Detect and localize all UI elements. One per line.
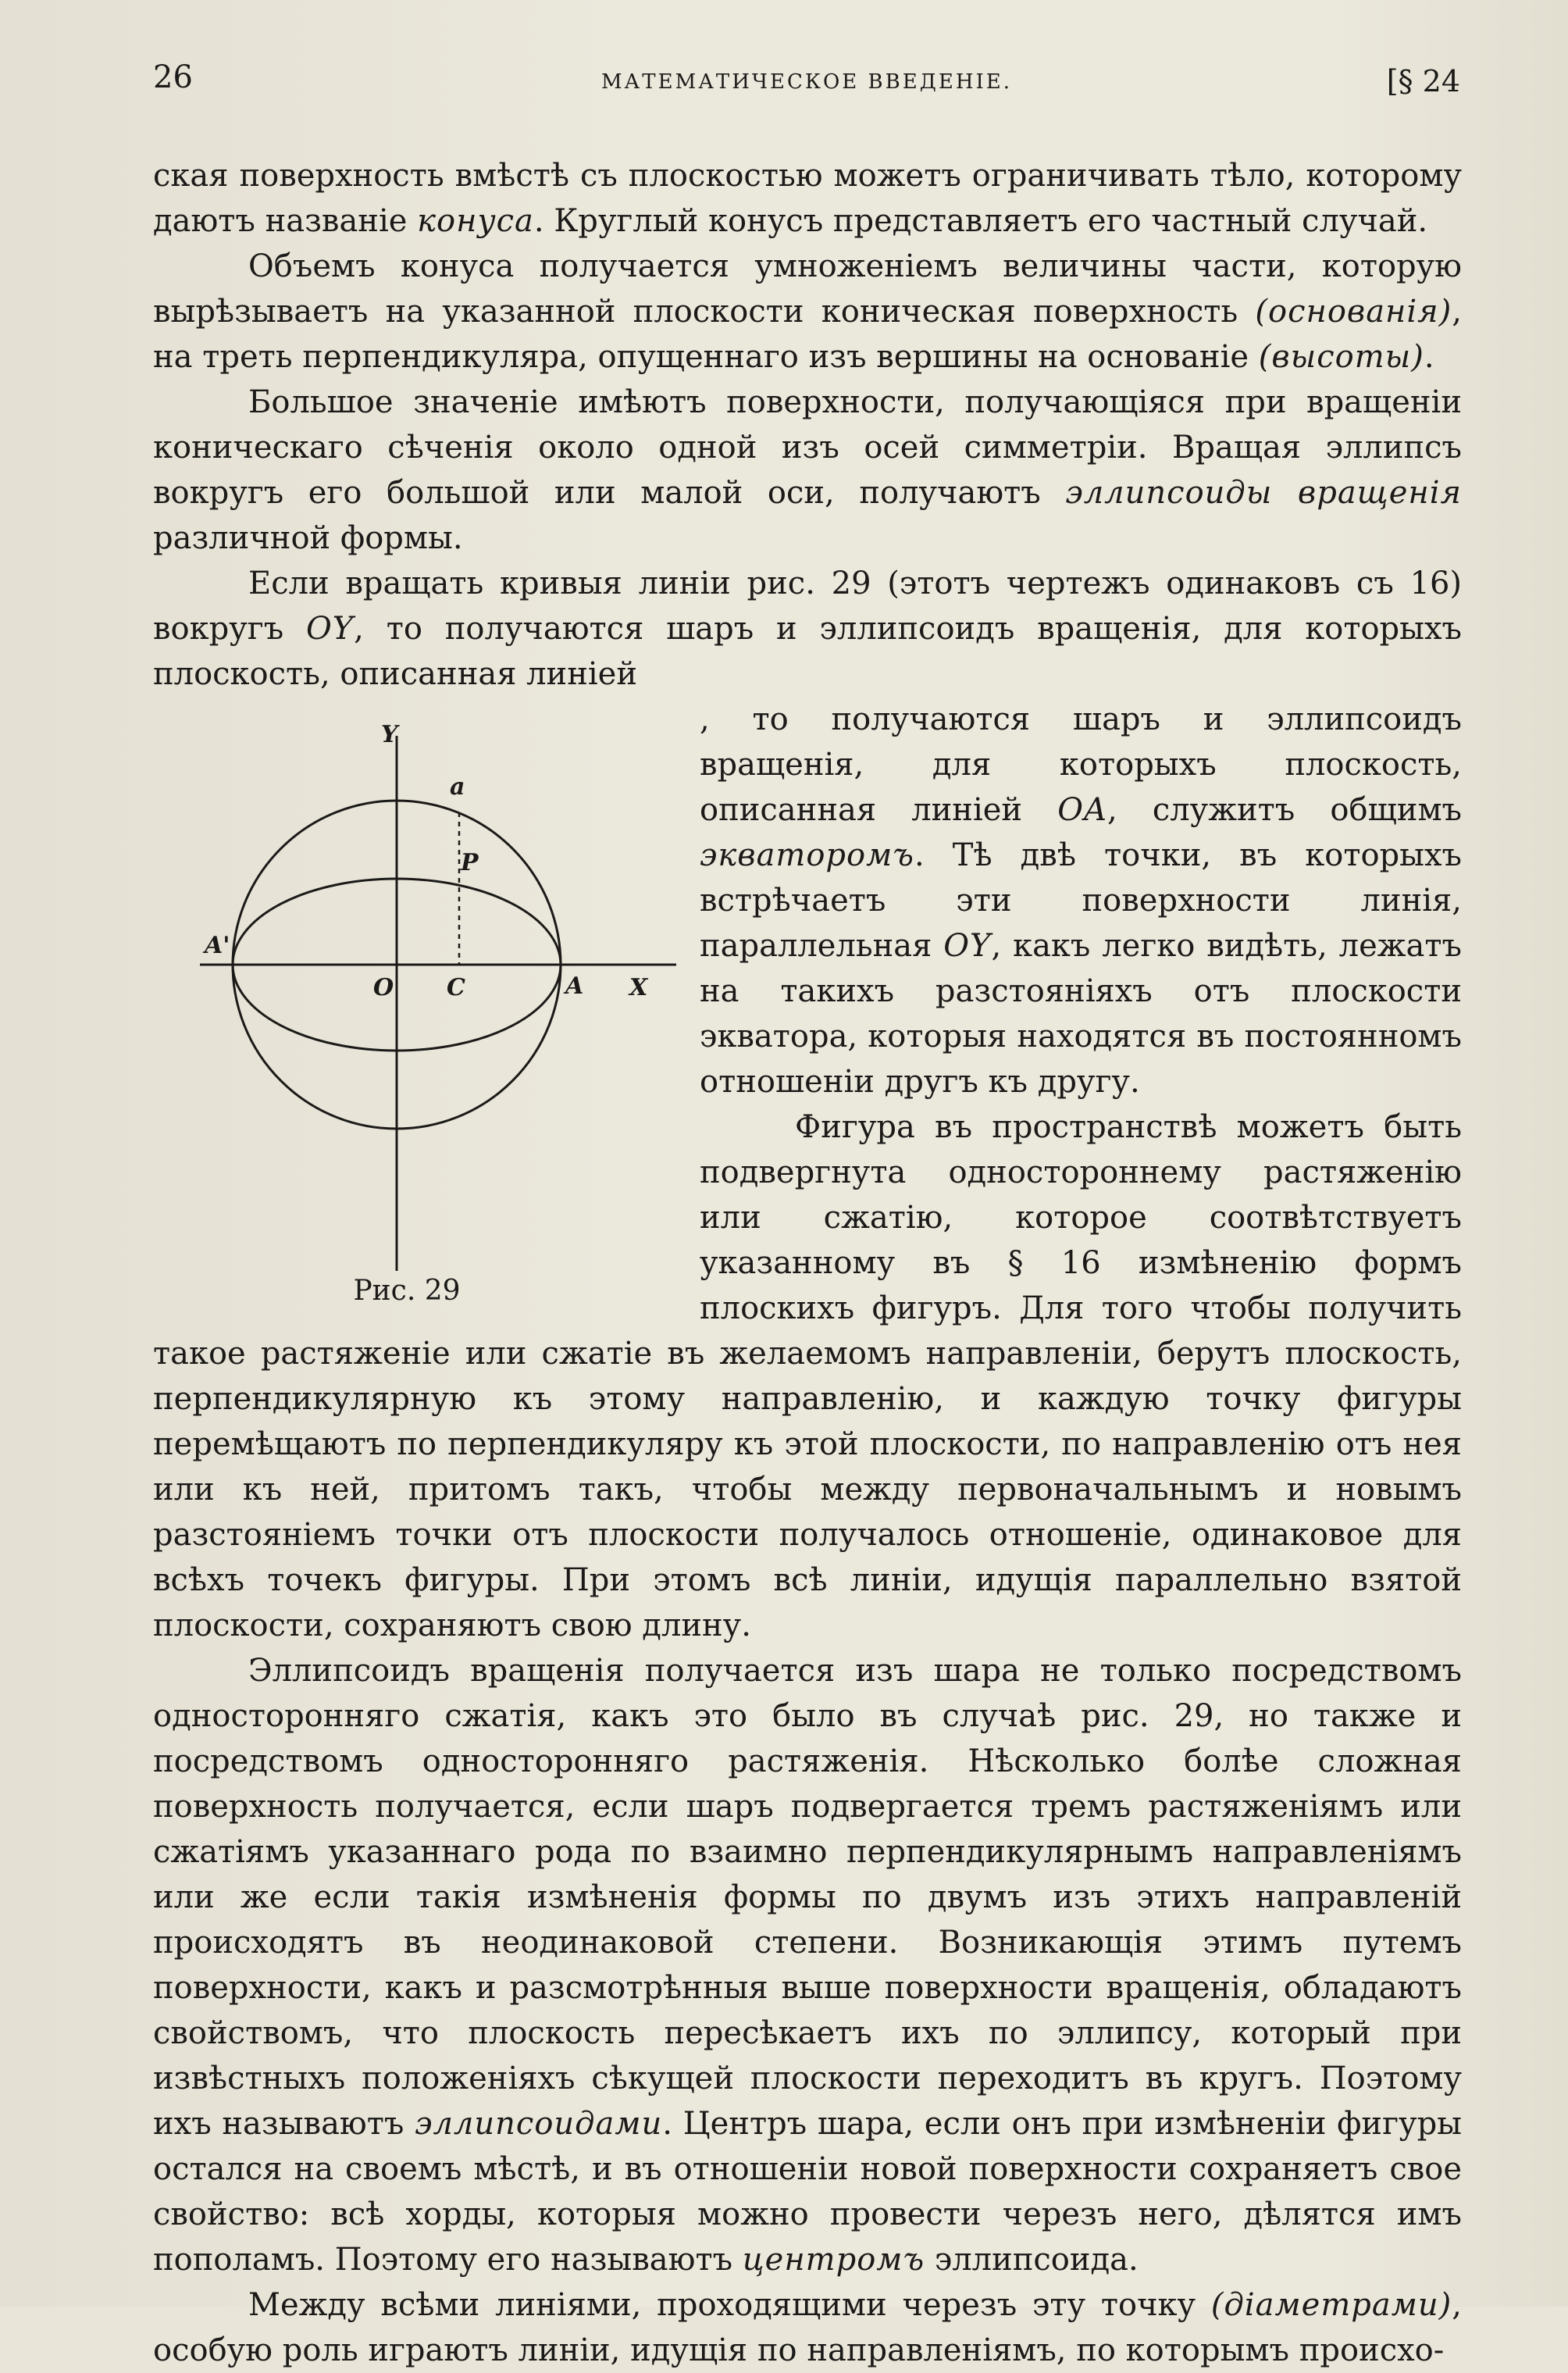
text-span: .	[1424, 339, 1434, 375]
math-symbol: OY	[943, 928, 992, 964]
math-symbol: OY	[305, 611, 355, 647]
paragraph-6	[153, 1648, 1462, 2282]
label-a-small: a	[450, 773, 465, 801]
paragraph-2	[153, 244, 1462, 380]
text-span: . Тѣ двѣ точки, въ которыхъ встрѣчаетъ эти поверхности линія, параллельная	[700, 837, 1462, 964]
text-span: различной формы.	[153, 520, 463, 556]
label-x: X	[629, 974, 648, 1001]
label-o: O	[373, 974, 394, 1001]
text-span: , на треть перпендикуляра, опущеннаго изъ вершины на основаніе	[153, 294, 1462, 375]
text-span: ская поверхность вмѣстѣ съ плоскостью можетъ ограничивать тѣло, которому даютъ названіе	[153, 158, 1462, 239]
paragraph-5: Фигура въ пространствѣ можетъ быть подвергнута одностороннему растяженію или сжатію, которое соотвѣтствуетъ указанному въ § 16 измѣненію формъ плоскихъ фигуръ. Для того чтобы получить такое растяженіе или сжатіе въ желаемомъ направленіи, берутъ плоскость, перпендикулярную къ этому направленію, и каждую точку фигуры перемѣщаютъ по перпендикуляру къ этой плоскости, по направленію отъ нея или къ ней, притомъ такъ, чтобы между первоначальнымъ и новымъ разстояніемъ точки отъ плоскости получалось отношеніе, одинаковое для всѣхъ точекъ фигуры. При этомъ всѣ линіи, идущія параллельно взятой плоскости, сохраняютъ свою длину.	[153, 1109, 1462, 1643]
emphasis-term: (діаметрами)	[1210, 2287, 1452, 2323]
text-span: . Центръ шара, если онъ при измѣненіи фигуры остался на своемъ мѣстѣ, и въ отношеніи новой поверхности сохраняетъ свое свойство: всѣ хорды, которыя можно провести черезъ него, дѣлятся имъ пополамъ. Поэтому его называютъ	[153, 2106, 1463, 2278]
paragraph-4	[153, 561, 1462, 697]
sphere-ellipsoid-diagram	[137, 697, 676, 1275]
text-span: , какъ легко видѣть, лежатъ на такихъ разстояніяхъ отъ плоскости экватора, которыя находятся въ постоянномъ отношеніи другъ къ другу.	[700, 928, 1462, 1100]
emphasis-term: экваторомъ	[700, 837, 914, 873]
emphasis-term: эллипсоиды вращенія	[1065, 475, 1463, 511]
page-number: 26	[153, 59, 193, 95]
emphasis-term: (высоты)	[1258, 339, 1424, 375]
math-symbol: OA	[1057, 792, 1107, 828]
emphasis-term: центромъ	[742, 2242, 925, 2278]
text-span: Объемъ конуса получается умноженіемъ величины части, которую вырѣзываетъ на указанной плоскости коническая поверхность	[153, 248, 1462, 330]
label-c: C	[447, 974, 465, 1001]
label-a-prime: A'	[205, 932, 230, 959]
text-span: Большое значеніе имѣютъ поверхности, получающіяся при вращеніи коническаго сѣченія около одной изъ осей симметріи. Вращая эллипсъ вокругъ его большой или малой оси, получаютъ	[153, 384, 1462, 511]
running-title: МАТЕМАТИЧЕСКОЕ ВВЕДЕНІЕ.	[600, 70, 1013, 94]
text-span: Между всѣми линіями, проходящими черезъ эту точку	[248, 2287, 1211, 2323]
paragraph-7	[153, 2282, 1462, 2373]
emphasis-term: эллипсоидами	[415, 2106, 663, 2142]
text-span: , особую роль играютъ линіи, идущія по направленіямъ, по которымъ происхо-	[153, 2287, 1462, 2368]
body-text	[153, 153, 1462, 2373]
paragraph-3	[153, 380, 1462, 561]
paragraph-1	[153, 153, 1462, 244]
text-span: , служитъ общимъ	[1107, 792, 1462, 828]
text-span: Если вращать кривыя линіи рис. 29 (этотъ чертежъ одинаковъ съ 16) вокругъ	[153, 566, 1462, 647]
text-span: эллипсоида.	[925, 2242, 1139, 2278]
text-span: Эллипсоидъ вращенія получается изъ шара не только посредствомъ одностороннягo сжатія, какъ это было въ случаѣ рис. 29, но также и посредствомъ одностороннягo растяженія. Нѣсколько болѣе сложная поверхность получается, если шаръ подвергается тремъ растяженіямъ или сжатіямъ указаннаго рода по взаимно перпендикулярнымъ направленіямъ или же если такія измѣненія формы по двумъ изъ этихъ направленій происходятъ въ неодинаковой степени. Возникающія этимъ путемъ поверхности, какъ и разсмотрѣнныя выше поверхности вращенія, обладаютъ свойствомъ, что плоскость пересѣкаетъ ихъ по эллипсу, который при извѣстныхъ положеніяхъ сѣкущей плоскости переходитъ въ кругъ. Поэтому ихъ называютъ	[153, 1653, 1462, 2142]
figure-caption: Рис. 29	[353, 1275, 461, 1307]
text-span: , то получаются шаръ и эллипсоидъ вращенія, для которыхъ плоскость, описанная линіей	[700, 701, 1462, 828]
text-span: , то получаются шаръ и эллипсоидъ вращенія, для которыхъ плоскость, описанная линіей	[153, 611, 1462, 692]
label-p: P	[461, 849, 479, 876]
running-header	[153, 59, 1460, 106]
figure-29	[137, 697, 676, 1329]
emphasis-term: конуса	[417, 203, 534, 239]
section-marker: [§ 24	[1386, 64, 1460, 98]
label-y: Y	[381, 721, 398, 748]
label-a: A	[565, 972, 584, 1000]
emphasis-term: (основанія)	[1255, 294, 1452, 330]
text-span: . Круглый конусъ представляетъ его частный случай.	[533, 203, 1428, 239]
